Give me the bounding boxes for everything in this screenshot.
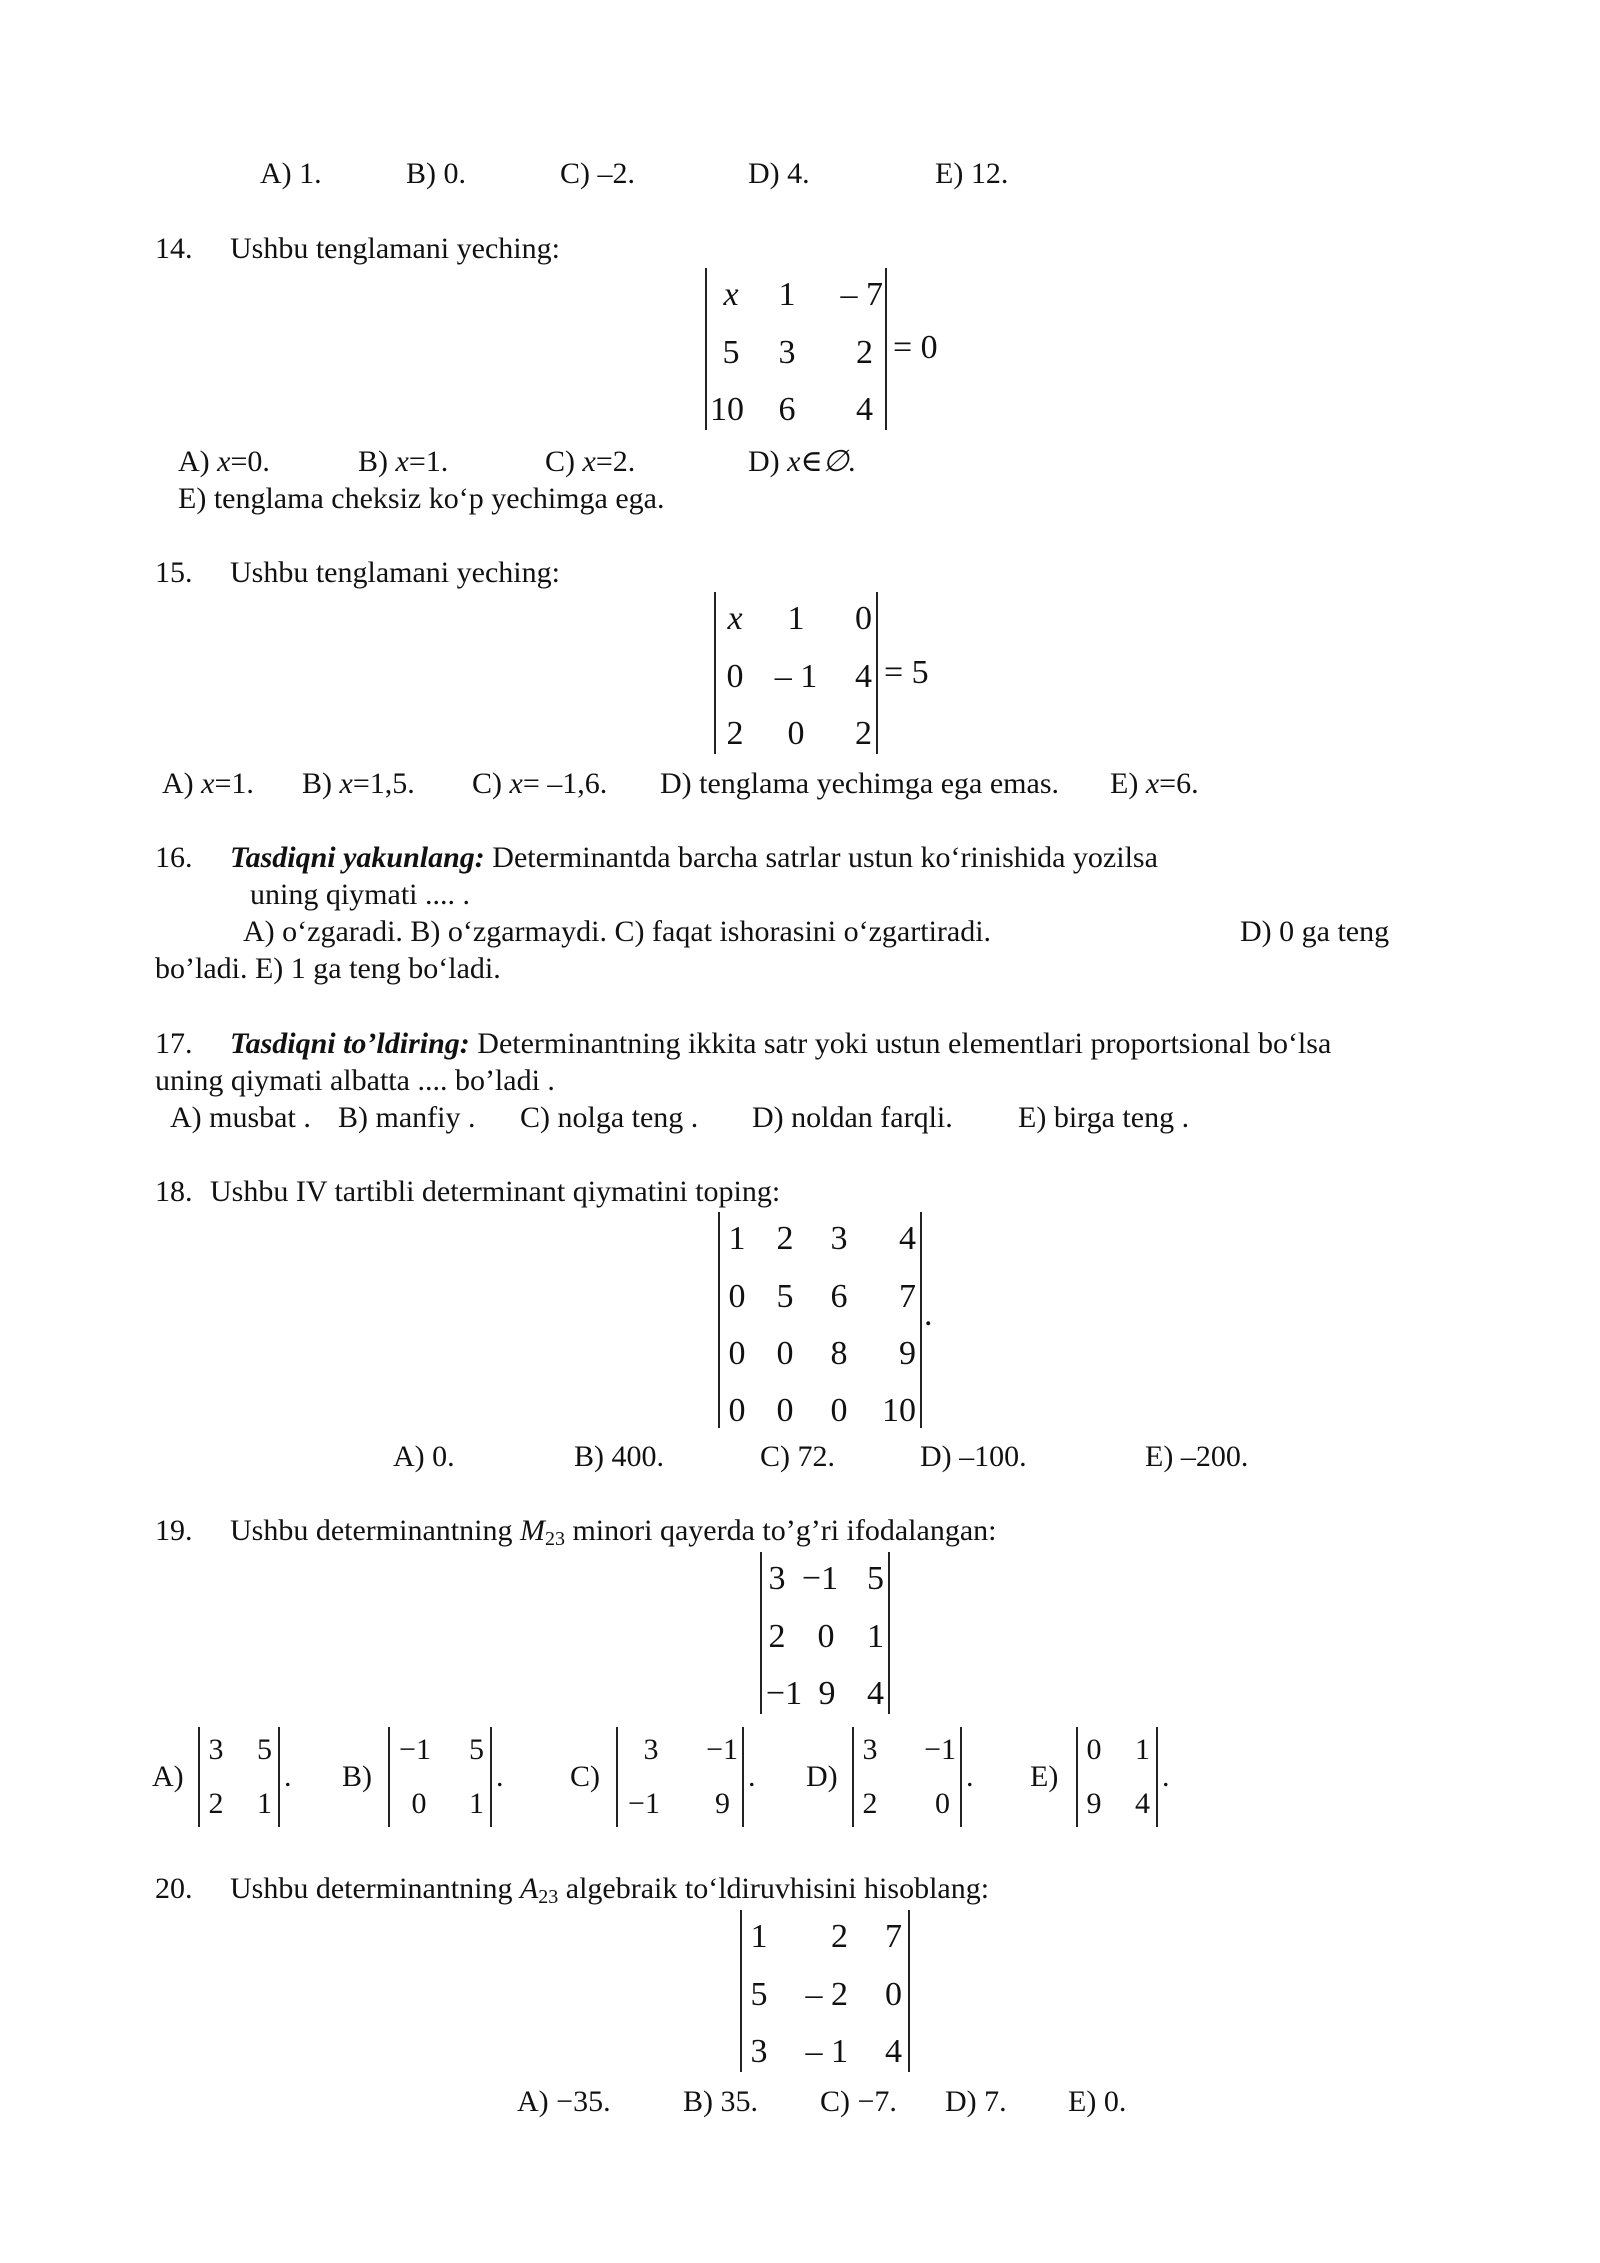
question-number: 18.	[155, 1175, 193, 1208]
matrix-cell: 8	[830, 1335, 848, 1372]
question-prompt: Ushbu IV tartibli determinant qiymatini toping:	[210, 1175, 781, 1208]
matrix-cell: 2	[776, 1220, 794, 1257]
matrix-cell: 3	[750, 2033, 768, 2070]
option-label: B)	[342, 1760, 372, 1793]
matrix-cell: 2	[726, 715, 744, 752]
matrix-cell: 5	[776, 1278, 794, 1315]
matrix-cell: 2	[208, 1787, 224, 1820]
matrix-cell: 0	[728, 1335, 746, 1372]
determinant	[705, 268, 887, 430]
answer-option: E) x=6.	[1110, 767, 1199, 800]
question-text: uning qiymati albatta .... bo’ladi .	[155, 1064, 555, 1097]
answer-options: A) o‘zgaradi. B) o‘zgarmaydi. C) faqat ishorasini o‘zgartiradi.	[243, 915, 992, 948]
answer-option: B) 400.	[574, 1440, 664, 1473]
answer-option: B) 35.	[683, 2085, 758, 2118]
answer-option: E) tenglama cheksiz ko‘p yechimga ega.	[178, 482, 665, 515]
determinant	[714, 592, 878, 754]
matrix-cell: 1	[1135, 1733, 1150, 1766]
determinant	[760, 1552, 890, 1714]
period: .	[748, 1760, 756, 1793]
determinant	[198, 1727, 280, 1827]
matrix-cell: 3	[208, 1733, 224, 1766]
question-prompt: Ushbu determinantning $A_{23}$ algebraik to‘ldiruvhisini hisoblang:	[230, 1872, 990, 1908]
matrix-cell: −1	[706, 1733, 738, 1766]
matrix-cell: 1	[257, 1787, 272, 1820]
answer-option: D) tenglama yechimga ega emas.	[660, 767, 1059, 800]
answer-option: B) manfiy .	[338, 1101, 476, 1134]
matrix-cell: 4	[899, 1220, 916, 1257]
matrix-cell: 4	[867, 1675, 884, 1712]
matrix-cell: 6	[830, 1278, 848, 1315]
determinant	[388, 1727, 492, 1827]
answer-option: D) 4.	[748, 157, 810, 190]
answer-option: B) x=1,5.	[302, 767, 415, 800]
matrix-cell: 10	[882, 1392, 916, 1429]
answer-option: C) x=2.	[545, 445, 636, 478]
answer-option: B) 0.	[406, 157, 466, 190]
matrix-cell: −1	[628, 1787, 660, 1820]
answer-option: D) 0 ga teng	[1240, 915, 1390, 948]
question-text: uning qiymati .... .	[250, 878, 470, 911]
matrix-cell: 2	[831, 1918, 848, 1955]
matrix-cell: x	[723, 276, 739, 313]
answer-option: C) −7.	[820, 2085, 897, 2118]
matrix-cell: 5	[867, 1560, 884, 1597]
matrix-cell: 3	[778, 334, 796, 371]
answer-option: bo’ladi. E) 1 ga teng bo‘ladi.	[155, 952, 501, 985]
equation-rhs: .	[924, 1296, 933, 1333]
matrix-cell: 5	[722, 334, 740, 371]
matrix-cell: 0	[411, 1787, 427, 1820]
question-number: 17.	[155, 1027, 193, 1060]
matrix-cell: 1	[750, 1918, 768, 1955]
matrix-cell: 2	[862, 1787, 878, 1820]
matrix-cell: 2	[856, 334, 873, 371]
matrix-cell: 1	[787, 600, 805, 637]
answer-option: E) 0.	[1068, 2085, 1127, 2118]
question-number: 16.	[155, 841, 193, 874]
answer-option: C) x= –1,6.	[472, 767, 608, 800]
matrix-cell: 3	[830, 1220, 848, 1257]
matrix-cell: 7	[899, 1278, 916, 1315]
answer-option: D) 7.	[945, 2085, 1007, 2118]
question-number: 15.	[155, 556, 193, 589]
matrix-cell: 9	[715, 1787, 730, 1820]
answer-option: A) musbat .	[170, 1101, 311, 1134]
matrix-cell: −1	[924, 1733, 956, 1766]
option-label: C)	[570, 1760, 600, 1793]
answer-option: E) –200.	[1145, 1440, 1249, 1473]
answer-option: B) x=1.	[358, 445, 449, 478]
equation-rhs: = 0	[893, 329, 938, 366]
matrix-cell: 2	[855, 715, 872, 752]
option-label: D)	[806, 1760, 838, 1793]
matrix-cell: x	[727, 600, 743, 637]
matrix-cell: 4	[1135, 1787, 1150, 1820]
matrix-cell: 0	[787, 715, 805, 752]
question-prompt: Ushbu tenglamani yeching:	[230, 556, 560, 589]
matrix-cell: 4	[856, 391, 873, 428]
answer-option: A) −35.	[517, 2085, 611, 2118]
determinant	[616, 1727, 744, 1827]
period: .	[966, 1760, 974, 1793]
matrix-cell: 1	[469, 1787, 484, 1820]
question-number: 20.	[155, 1872, 193, 1905]
answer-option: C) –2.	[560, 157, 635, 190]
answer-option: D) x∈∅.	[748, 445, 857, 478]
answer-option: D) –100.	[920, 1440, 1027, 1473]
matrix-cell: −1	[801, 1560, 839, 1597]
matrix-cell: 0	[935, 1787, 950, 1820]
period: .	[284, 1760, 292, 1793]
option-label: E)	[1030, 1760, 1059, 1793]
answer-option: A) x=1.	[162, 767, 254, 800]
matrix-cell: −1	[399, 1733, 431, 1766]
matrix-cell: 5	[750, 1976, 768, 2013]
matrix-cell: 0	[776, 1335, 794, 1372]
matrix-cell: 5	[257, 1733, 272, 1766]
determinant	[718, 1212, 922, 1428]
question-number: 14.	[155, 232, 193, 265]
answer-option: A) x=0.	[178, 445, 270, 478]
matrix-cell: 0	[728, 1392, 746, 1429]
matrix-cell: 2	[768, 1618, 786, 1655]
matrix-cell: 1	[867, 1618, 884, 1655]
determinant	[740, 1910, 910, 2072]
answer-option: C) 72.	[760, 1440, 835, 1473]
matrix-cell: 4	[885, 2033, 902, 2070]
equation-rhs: = 5	[884, 654, 929, 691]
matrix-cell: 0	[855, 600, 872, 637]
answer-option: C) nolga teng .	[520, 1101, 699, 1134]
matrix-cell: 1	[728, 1220, 746, 1257]
matrix-cell: −1	[765, 1675, 803, 1712]
matrix-cell: 10	[710, 391, 744, 428]
matrix-cell: 0	[817, 1618, 835, 1655]
matrix-cell: 0	[728, 1278, 746, 1315]
matrix-cell: 0	[830, 1392, 848, 1429]
matrix-cell: 3	[643, 1733, 659, 1766]
matrix-cell: – 1	[774, 658, 818, 695]
period: .	[1162, 1760, 1170, 1793]
answer-option: E) 12.	[935, 157, 1009, 190]
matrix-cell: 7	[885, 1918, 902, 1955]
matrix-cell: 9	[818, 1675, 836, 1712]
answer-option: E) birga teng .	[1018, 1101, 1190, 1134]
matrix-cell: 3	[768, 1560, 786, 1597]
matrix-cell: 3	[862, 1733, 878, 1766]
matrix-cell: 9	[899, 1335, 916, 1372]
matrix-cell: 0	[885, 1976, 902, 2013]
matrix-cell: – 1	[805, 2033, 848, 2070]
matrix-cell: 0	[726, 658, 744, 695]
answer-option: D) noldan farqli.	[752, 1101, 953, 1134]
question-number: 19.	[155, 1514, 193, 1547]
option-label: A)	[152, 1760, 184, 1793]
matrix-cell: 1	[778, 276, 796, 313]
matrix-cell: 9	[1086, 1787, 1102, 1820]
determinant	[852, 1727, 962, 1827]
answer-option: A) 0.	[393, 1440, 455, 1473]
question-prompt: Tasdiqni yakunlang: Determinantda barcha satrlar ustun ko‘rinishida yozilsa	[230, 841, 1158, 874]
period: .	[496, 1760, 504, 1793]
question-prompt: Tasdiqni to’ldiring: Determinantning ikkita satr yoki ustun elementlari proportsional bo‘lsa	[230, 1027, 1332, 1060]
question-prompt: Ushbu determinantning $M_{23}$ minori qayerda to’g’ri ifodalangan:	[230, 1514, 997, 1550]
matrix-cell: 4	[855, 658, 872, 695]
answer-option: A) 1.	[260, 157, 322, 190]
matrix-cell: 0	[1086, 1733, 1102, 1766]
matrix-cell: – 7	[840, 276, 883, 313]
matrix-cell: 5	[469, 1733, 484, 1766]
determinant	[1076, 1727, 1158, 1827]
question-prompt: Ushbu tenglamani yeching:	[230, 232, 560, 265]
matrix-cell: 0	[776, 1392, 794, 1429]
matrix-cell: 6	[778, 391, 796, 428]
matrix-cell: – 2	[805, 1976, 848, 2013]
